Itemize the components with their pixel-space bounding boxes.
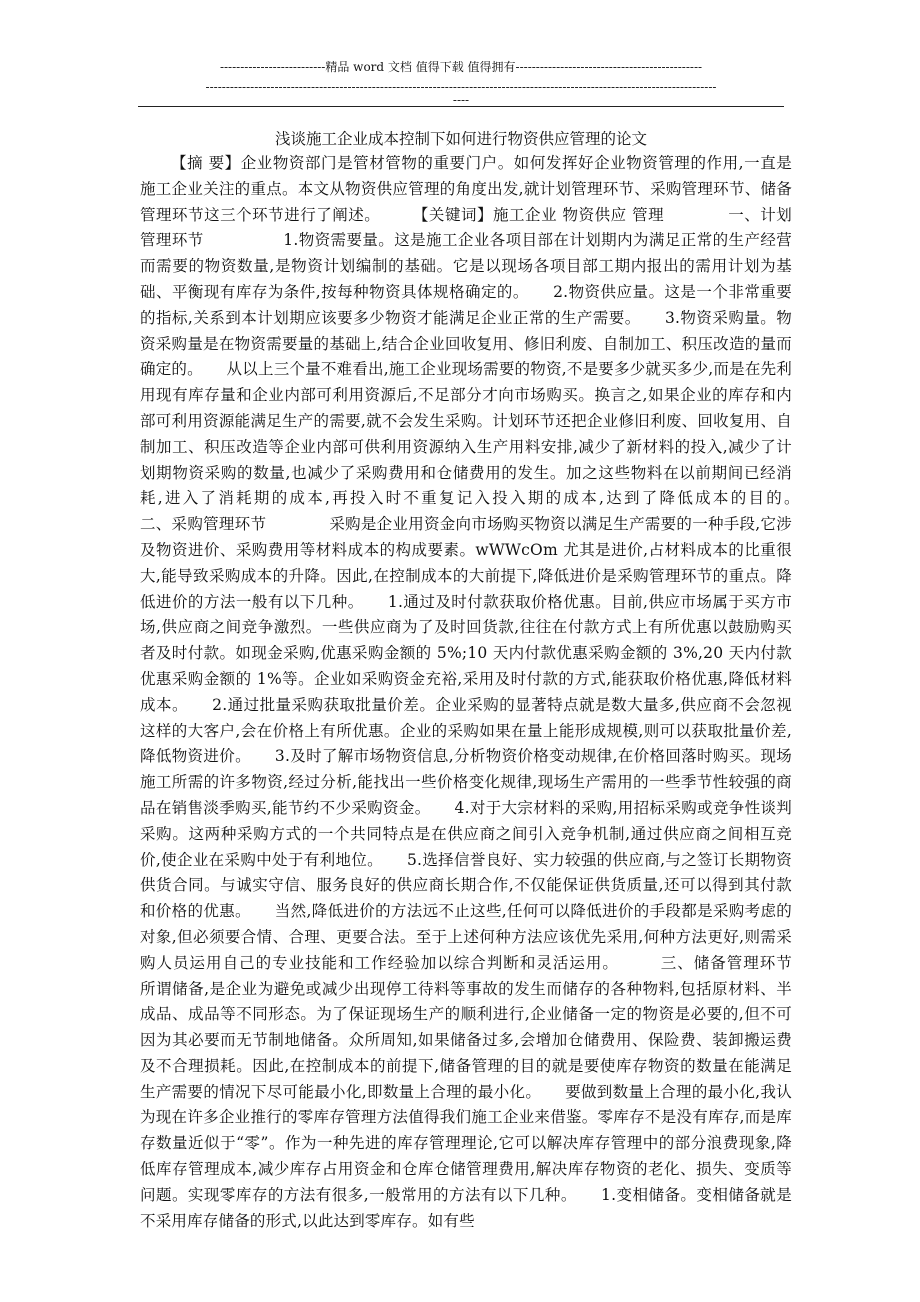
header-line-1: --------------------------精品 word 文档 值得下载 值得拥有---------------------------------------------- xyxy=(219,60,703,74)
header-line-3: ---- xyxy=(452,93,470,107)
header-line-2: ------------------------------------------------------------------------------------------------------------------------------ xyxy=(205,80,717,94)
document-header xyxy=(138,58,784,76)
header-rule xyxy=(138,106,784,107)
document-title: 浅谈施工企业成本控制下如何进行物资供应管理的论文 xyxy=(274,130,647,148)
document-body: 【摘 要】企业物资部门是管材管物的重要门户。如何发挥好企业物资管理的作用,一直是施工企业关注的重点。本文从物资供应管理的角度出发,就计划管理环节、采购管理环节、储备管理环节这三个环节进行了阐述。 【关键词】施工企业 物资供应 管理 一、计划管理环节 1.物资需要量。这是施工企业各项目部在计划期内为满足正常的生产经营而需要的物资数量,是物资计划编制的基础。它是以现场各项目部工期内报出的需用计划为基础、平衡现有库存为条件,按每种物资具体规格确定的。 2.物资供应量。这是一个非常重要的指标,关系到本计划期应该要多少物资才能满足企业正常的生产需要。 3.物资采购量。物资采购量是在物资需要量的基础上,结合企业回收复用、修旧利废、自制加工、积压改造的量而确定的。 从以上三个量不难看出,施工企业现场需要的物资,不是要多少就买多少,而是在先利用现有库存量和企业内部可利用资源后,不足部分才向市场购买。换言之,如果企业的库存和内部可利用资源能满足生产的需要,就不会发生采购。计划环节还把企业修旧利废、回收复用、自制加工、积压改造等企业内部可供利用资源纳入生产用料安排,减少了新材料的投入,减少了计划期物资采购的数量,也减少了采购费用和仓储费用的发生。加之这些物料在以前期间已经消耗,进入了消耗期的成本,再投入时不重复记入投入期的成本,达到了降低成本的目的。 二、采购管理环节 采购是企业用资金向市场购买物资以满足生产需要的一种手段,它涉及物资进价、采购费用等材料成本的构成要素。wWWcOm 尤其是进价,占材料成本的比重很大,能导致采购成本的升降。因此,在控制成本的大前提下,降低进价是采购管理环节的重点。降低进价的方法一般有以下几种。 1.通过及时付款获取价格优惠。目前,供应市场属于买方市场,供应商之间竞争激烈。一些供应商为了及时回货款,往往在付款方式上有所优惠以鼓励购买者及时付款。如现金采购,优惠采购金额的 5%;10 天内付款优惠采购金额的 3%,20 天内付款优惠采购金额的 1%等。企业如采购资金充裕,采用及时付款的方式,能获取价格优惠,降低材料成本。 2.通过批量采购获取批量价差。企业采购的显著特点就是数大量多,供应商不会忽视这样的大客户,会在价格上有所优惠。企业的采购如果在量上能形成规模,则可以获取批量价差,降低物资进价。 3.及时了解市场物资信息,分析物资价格变动规律,在价格回落时购买。现场施工所需的许多物资,经过分析,能找出一些价格变化规律,现场生产需用的一些季节性较强的商品在销售淡季购买,能节约不少采购资金。 4.对于大宗材料的采购,用招标采购或竞争性谈判采购。这两种采购方式的一个共同特点是在供应商之间引入竞争机制,通过供应商之间相互竞价,使企业在采购中处于有利地位。 5.选择信誉良好、实力较强的供应商,与之签订长期物资供货合同。与诚实守信、服务良好的供应商长期合作,不仅能保证供货质量,还可以得到其付款和价格的优惠。 当然,降低进价的方法远不止这些,任何可以降低进价的手段都是采购考虑的对象,但必须要合情、合理、更要合法。至于上述何种方法应该优先采用,何种方法更好,则需采购人员运用自己的专业技能和工作经验加以综合判断和灵活运用。 三、储备管理环节 所谓储备,是企业为避免或减少出现停工待料等事故的发生而储存的各种物料,包括原材料、半成品、成品等不同形态。为了保证现场生产的顺利进行,企业储备一定的物资是必要的,但不可因为其必要而无节制地储备。众所周知,如果储备过多,会增加仓储费用、保险费、装卸搬运费及不合理损耗。因此,在控制成本的前提下,储备管理的目的就是要使库存物资的数量在能满足生产需要的情况下尽可能最小化,即数量上合理的最小化。 要做到数量上合理的最小化,我认为现在许多企业推行的零库存管理方法值得我们施工企业来借鉴。零库存不是没有库存,而是库存数量近似于“零”。作为一种先进的库存管理理论,它可以解决库存管理中的部分浪费现象,降低库存管理成本,减少库存占用资金和仓库仓储管理费用,解决库存物资的老化、损失、变质等问题。实现零库存的方法有很多,一般常用的方法有以下几种。 1.变相储备。变相储备就是不采用库存储备的形式,以此达到零库存。如有些 xyxy=(140,154,855,1230)
